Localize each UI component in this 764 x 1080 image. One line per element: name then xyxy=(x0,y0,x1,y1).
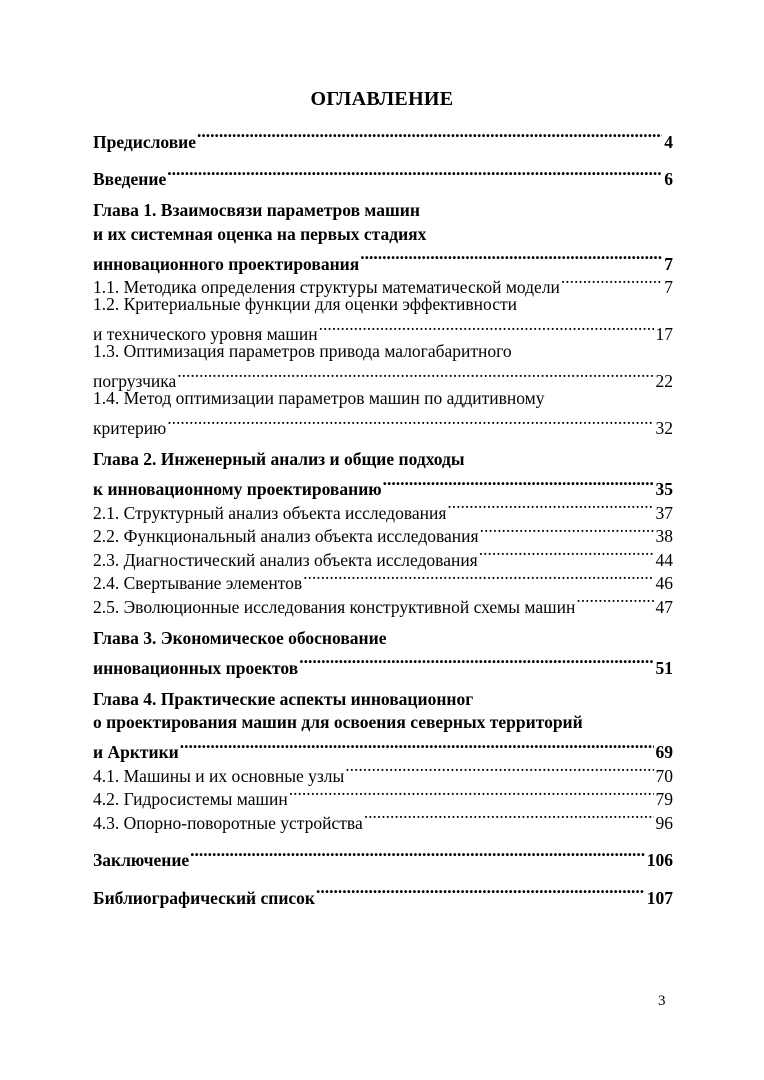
toc-chapter-2[interactable] xyxy=(93,472,673,499)
toc-entry-page: 7 xyxy=(664,253,673,274)
toc-entry-conclusion[interactable] xyxy=(93,843,673,870)
dot-leader xyxy=(166,162,662,186)
dot-leader xyxy=(446,495,653,519)
dot-leader xyxy=(315,880,645,904)
toc-entry-title: Библиографический список xyxy=(93,887,316,908)
toc-entry-title: 2.4. Свертывание элементов xyxy=(93,573,303,593)
toc-section-1-4[interactable] xyxy=(93,411,673,438)
dot-leader xyxy=(560,270,662,294)
dot-leader xyxy=(344,758,653,782)
toc-chapter-4[interactable] xyxy=(93,735,673,762)
toc-entry-page: 47 xyxy=(655,596,673,617)
dot-leader xyxy=(302,566,653,590)
toc-entry-page: 107 xyxy=(646,887,673,908)
toc-heading: ОГЛАВЛЕНИЕ xyxy=(310,88,454,110)
dot-leader xyxy=(363,805,654,829)
toc-entry-title: критерию xyxy=(93,418,167,438)
toc-section-1-2-line-1[interactable]: 1.2. Критериальные функции для оценки эффективности xyxy=(93,294,518,314)
toc-chapter-3[interactable] xyxy=(93,650,673,678)
toc-chapter-4-line-2[interactable]: о проектирования машин для освоения северных территорий xyxy=(93,712,583,732)
dot-leader xyxy=(176,364,653,388)
toc-chapter-2-line-1[interactable]: Глава 2. Инженерный анализ и общие подходы xyxy=(93,449,465,469)
toc-entry-page: 7 xyxy=(664,277,673,297)
toc-section-1-3-line-1[interactable]: 1.3. Оптимизация параметров привода малогабаритного xyxy=(93,341,512,361)
toc-entry-page: 70 xyxy=(655,765,673,786)
toc-entry-title: 2.2. Функциональный анализ объекта исследования xyxy=(93,526,479,546)
dot-leader xyxy=(179,735,654,759)
toc-entry-title: 2.5. Эволюционные исследования конструктивной схемы машин xyxy=(93,596,576,617)
dot-leader xyxy=(166,411,653,435)
toc-section-1-3[interactable] xyxy=(93,364,673,391)
toc-chapter-1[interactable] xyxy=(93,246,673,274)
toc-entry-page: 37 xyxy=(655,502,673,523)
toc-entry-page: 79 xyxy=(655,789,673,809)
toc-entry-page: 6 xyxy=(664,169,673,189)
toc-entry-title: 1.1. Методика определения структуры математической модели xyxy=(93,277,560,297)
toc-section-1-4-line-1[interactable]: 1.4. Метод оптимизации параметров машин по аддитивному xyxy=(93,388,545,408)
dot-leader xyxy=(288,782,654,806)
toc-chapter-3-line-1[interactable]: Глава 3. Экономическое обоснование xyxy=(93,627,387,648)
toc-entry-page: 35 xyxy=(655,479,673,499)
toc-chapter-4-line-1[interactable]: Глава 4. Практические аспекты инновационног xyxy=(93,688,474,709)
table-of-contents xyxy=(93,124,673,908)
toc-entry-page: 51 xyxy=(655,657,673,678)
toc-entry-page: 38 xyxy=(655,526,673,546)
toc-entry-bibliography[interactable] xyxy=(93,880,673,908)
dot-leader xyxy=(318,317,654,341)
toc-entry-intro[interactable] xyxy=(93,162,673,189)
toc-entry-title: Предисловие xyxy=(93,131,197,152)
dot-leader xyxy=(382,472,654,496)
toc-chapter-1-line-1[interactable]: Глава 1. Взаимосвязи параметров машин xyxy=(93,200,420,220)
toc-section-4-1[interactable] xyxy=(93,758,673,786)
dot-leader xyxy=(575,589,653,613)
toc-entry-preface[interactable] xyxy=(93,124,673,152)
toc-entry-page: 106 xyxy=(646,850,673,870)
toc-entry-title: и Арктики xyxy=(93,742,179,762)
toc-entry-page: 69 xyxy=(655,742,673,762)
toc-entry-title: инновационного проектирования xyxy=(93,253,360,274)
toc-entry-page: 44 xyxy=(655,549,673,570)
toc-entry-title: погрузчика xyxy=(93,371,177,391)
dot-leader xyxy=(298,650,653,674)
dot-leader xyxy=(189,843,645,867)
toc-entry-page: 46 xyxy=(655,573,673,593)
toc-entry-title: к инновационному проектированию xyxy=(93,479,382,499)
dot-leader xyxy=(196,124,662,148)
toc-entry-title: 4.3. Опорно-поворотные устройства xyxy=(93,812,363,833)
toc-entry-title: 4.1. Машины и их основные узлы xyxy=(93,765,345,786)
toc-entry-title: инновационных проектов xyxy=(93,657,299,678)
toc-entry-page: 4 xyxy=(664,131,673,152)
toc-entry-page: 32 xyxy=(655,418,673,438)
toc-entry-title: и технического уровня машин xyxy=(93,324,318,344)
page-number: 3 xyxy=(658,993,666,1009)
toc-entry-title: 4.2. Гидросистемы машин xyxy=(93,789,288,809)
toc-chapter-1-line-2[interactable]: и их системная оценка на первых стадиях xyxy=(93,223,427,244)
toc-entry-title: Введение xyxy=(93,169,167,189)
dot-leader xyxy=(478,542,654,566)
toc-entry-page: 96 xyxy=(655,812,673,833)
toc-section-1-2[interactable] xyxy=(93,317,673,344)
toc-entry-page: 22 xyxy=(655,371,673,391)
dot-leader xyxy=(479,519,654,543)
toc-entry-title: 2.3. Диагностический анализ объекта исследования xyxy=(93,549,478,570)
toc-entry-page: 17 xyxy=(655,324,673,344)
toc-entry-title: Заключение xyxy=(93,850,190,870)
toc-entry-title: 2.1. Структурный анализ объекта исследования xyxy=(93,502,447,523)
dot-leader xyxy=(359,246,662,270)
